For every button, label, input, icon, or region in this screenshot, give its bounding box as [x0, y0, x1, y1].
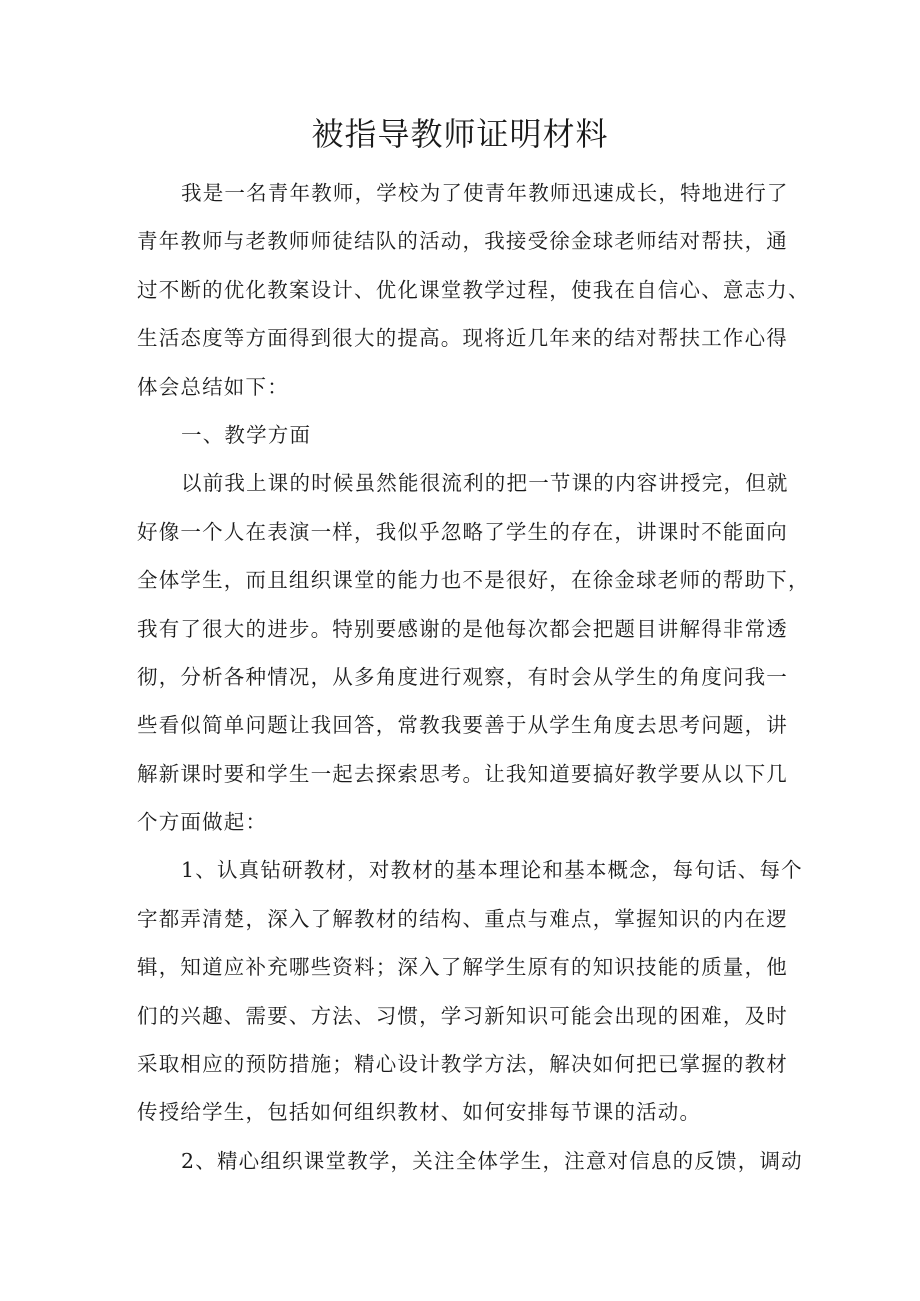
paragraph-line: 过不断的优化教案设计、优化课堂教学过程，使我在自信心、意志力、	[137, 277, 810, 302]
paragraph-line: 好像一个人在表演一样，我似乎忽略了学生的存在，讲课时不能面向	[137, 519, 788, 544]
paragraph-line: 传授给学生，包括如何组织教材、如何安排每节课的活动。	[137, 1100, 702, 1125]
paragraph-line: 1、认真钻研教材，对教材的基本理论和基本概念，每句话、每个	[181, 858, 803, 883]
paragraph-line: 我有了很大的进步。特别要感谢的是他每次都会把题目讲解得非常透	[137, 616, 788, 641]
document-body	[137, 169, 810, 1185]
paragraph-line: 辑，知道应补充哪些资料；深入了解学生原有的知识技能的质量，他	[137, 955, 788, 980]
paragraph-line: 些看似简单问题让我回答，常教我要善于从学生角度去思考问题，讲	[137, 713, 788, 738]
paragraph-line: 彻，分析各种情况，从多角度进行观察，有时会从学生的角度问我一	[137, 664, 788, 689]
paragraph-line: 生活态度等方面得到很大的提高。现将近几年来的结对帮扶工作心得	[137, 326, 788, 351]
paragraph-line: 个方面做起：	[137, 810, 268, 835]
paragraph-line: 我是一名青年教师，学校为了使青年教师迅速成长，特地进行了	[181, 181, 789, 205]
paragraph-line: 全体学生，而且组织课堂的能力也不是很好，在徐金球老师的帮助下，	[137, 568, 810, 593]
paragraph-line: 青年教师与老教师师徒结队的活动，我接受徐金球老师结对帮扶，通	[137, 229, 788, 254]
paragraph-line: 字都弄清楚，深入了解教材的结构、重点与难点，掌握知识的内在逻	[137, 906, 788, 931]
paragraph-line: 们的兴趣、需要、方法、习惯，学习新知识可能会出现的困难，及时	[137, 1003, 788, 1028]
paragraph-line: 2、精心组织课堂教学，关注全体学生，注意对信息的反馈，调动	[181, 1148, 803, 1173]
paragraph-line: 采取相应的预防措施；精心设计教学方法，解决如何把已掌握的教材	[137, 1052, 788, 1077]
paragraph-line: 体会总结如下：	[137, 374, 289, 399]
document-title: 被指导教师证明材料	[311, 115, 609, 153]
paragraph-line: 以前我上课的时候虽然能很流利的把一节课的内容讲授完，但就	[181, 471, 789, 496]
section-heading: 一、教学方面	[181, 422, 312, 447]
paragraph-line: 解新课时要和学生一起去探索思考。让我知道要搞好教学要从以下几	[137, 761, 788, 786]
